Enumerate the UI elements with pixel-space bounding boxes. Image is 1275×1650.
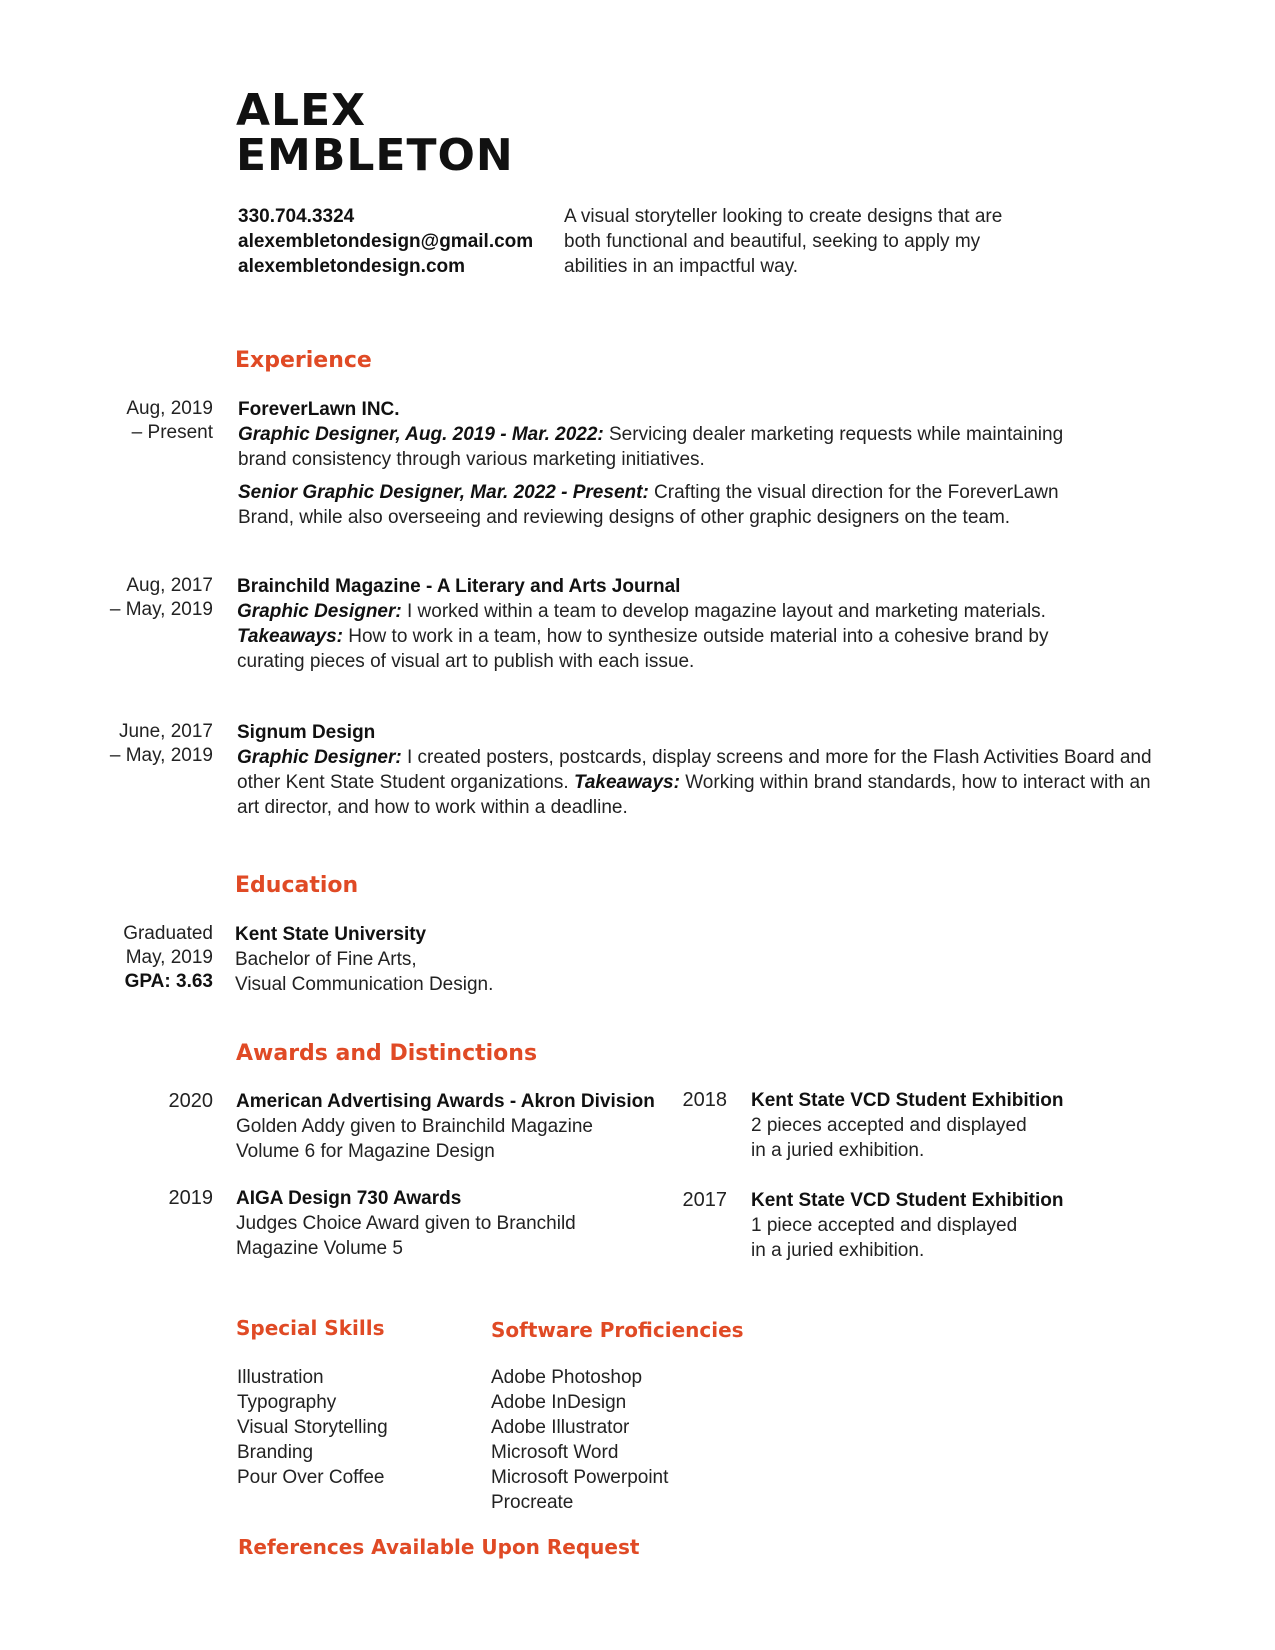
award-title: Kent State VCD Student Exhibition xyxy=(751,1190,1064,1211)
degree-major: Visual Communication Design. xyxy=(235,974,494,995)
list-item: Pour Over Coffee xyxy=(237,1467,385,1488)
job-description: Graphic Designer: I worked within a team to develop magazine layout and marketing materials. xyxy=(237,601,1046,622)
list-item: Adobe InDesign xyxy=(491,1392,627,1413)
award-year: 2018 xyxy=(682,1089,727,1111)
award-year: 2019 xyxy=(168,1187,213,1209)
software-heading: Software Proficiencies xyxy=(491,1318,744,1342)
gpa: GPA: 3.63 xyxy=(124,971,213,992)
job-description: Senior Graphic Designer, Mar. 2022 - Present: Crafting the visual direction for the ForeverLawn Brand, while also overseeing and reviewing designs of other graphic designers on the team. xyxy=(238,482,1059,528)
email: alexembletondesign@gmail.com xyxy=(238,231,534,252)
job-date: Aug, 2017 – May, 2019 xyxy=(109,575,213,620)
degree: Bachelor of Fine Arts, xyxy=(235,949,417,970)
list-item: Adobe Photoshop xyxy=(491,1367,643,1388)
summary: A visual storyteller looking to create designs that are both functional and beautiful, seeking to apply my abilities in an impactful way. xyxy=(564,206,1003,277)
job-organization: Brainchild Magazine - A Literary and Arts Journal xyxy=(237,576,681,597)
references-note: References Available Upon Request xyxy=(238,1535,640,1559)
list-item: Visual Storytelling xyxy=(237,1417,388,1438)
award-entry: American Advertising Awards - Akron Division Golden Addy given to Brainchild Magazine Volume 6 for Magazine Design xyxy=(236,1089,666,1164)
job-organization: ForeverLawn INC. xyxy=(238,399,400,420)
skills-heading: Special Skills xyxy=(236,1316,385,1340)
software-list xyxy=(491,1365,668,1515)
list-item: Illustration xyxy=(237,1367,324,1388)
job-entry xyxy=(237,574,1107,674)
education-heading: Education xyxy=(235,873,359,898)
website: alexembletondesign.com xyxy=(238,256,466,277)
experience-heading: Experience xyxy=(235,348,372,373)
page-title xyxy=(236,85,514,181)
award-title: American Advertising Awards - Akron Division xyxy=(236,1091,655,1112)
job-description: Takeaways: How to work in a team, how to synthesize outside material into a cohesive brand by curating pieces of visual art to publish with each issue. xyxy=(237,626,1049,672)
award-year: 2020 xyxy=(168,1090,213,1112)
list-item: Typography xyxy=(237,1392,337,1413)
list-item: Microsoft Powerpoint xyxy=(491,1467,669,1488)
award-entry: Kent State VCD Student Exhibition 2 pieces accepted and displayed in a juried exhibition. xyxy=(751,1088,1171,1163)
list-item: Microsoft Word xyxy=(491,1442,619,1463)
list-item: Adobe Illustrator xyxy=(491,1417,630,1438)
award-entry: Kent State VCD Student Exhibition 1 piece accepted and displayed in a juried exhibition. xyxy=(751,1188,1171,1263)
job-entry xyxy=(238,397,1108,530)
first-name: ALEX xyxy=(236,85,367,136)
education-date: Graduated May, 2019 GPA: 3.63 xyxy=(0,922,213,994)
job-description: Graphic Designer: I created posters, postcards, display screens and more for the Flash Activities Board and other Kent State Student organizations. Takeaways: Working within brand standards, how to interact with an art director, and how to work within a deadline. xyxy=(237,747,1152,818)
job-organization: Signum Design xyxy=(237,722,376,743)
education-entry xyxy=(235,922,735,997)
job-date: Aug, 2019 – Present xyxy=(126,398,213,443)
contact-info xyxy=(238,204,533,279)
awards-heading: Awards and Distinctions xyxy=(236,1041,538,1066)
award-year: 2017 xyxy=(682,1189,727,1211)
phone: 330.704.3324 xyxy=(238,206,355,227)
job-entry xyxy=(237,720,1167,820)
award-title: Kent State VCD Student Exhibition xyxy=(751,1090,1064,1111)
award-title: AIGA Design 730 Awards xyxy=(236,1188,462,1209)
list-item: Branding xyxy=(237,1442,314,1463)
school-name: Kent State University xyxy=(235,924,427,945)
skills-list xyxy=(237,1365,388,1490)
job-description: Graphic Designer, Aug. 2019 - Mar. 2022: Servicing dealer marketing requests while maintaining brand consistency through various marketing initiatives. xyxy=(238,424,1064,470)
award-entry: AIGA Design 730 Awards Judges Choice Award given to Branchild Magazine Volume 5 xyxy=(236,1186,666,1261)
job-date: June, 2017 – May, 2019 xyxy=(109,721,213,766)
last-name: EMBLETON xyxy=(236,130,514,181)
list-item: Procreate xyxy=(491,1492,574,1513)
